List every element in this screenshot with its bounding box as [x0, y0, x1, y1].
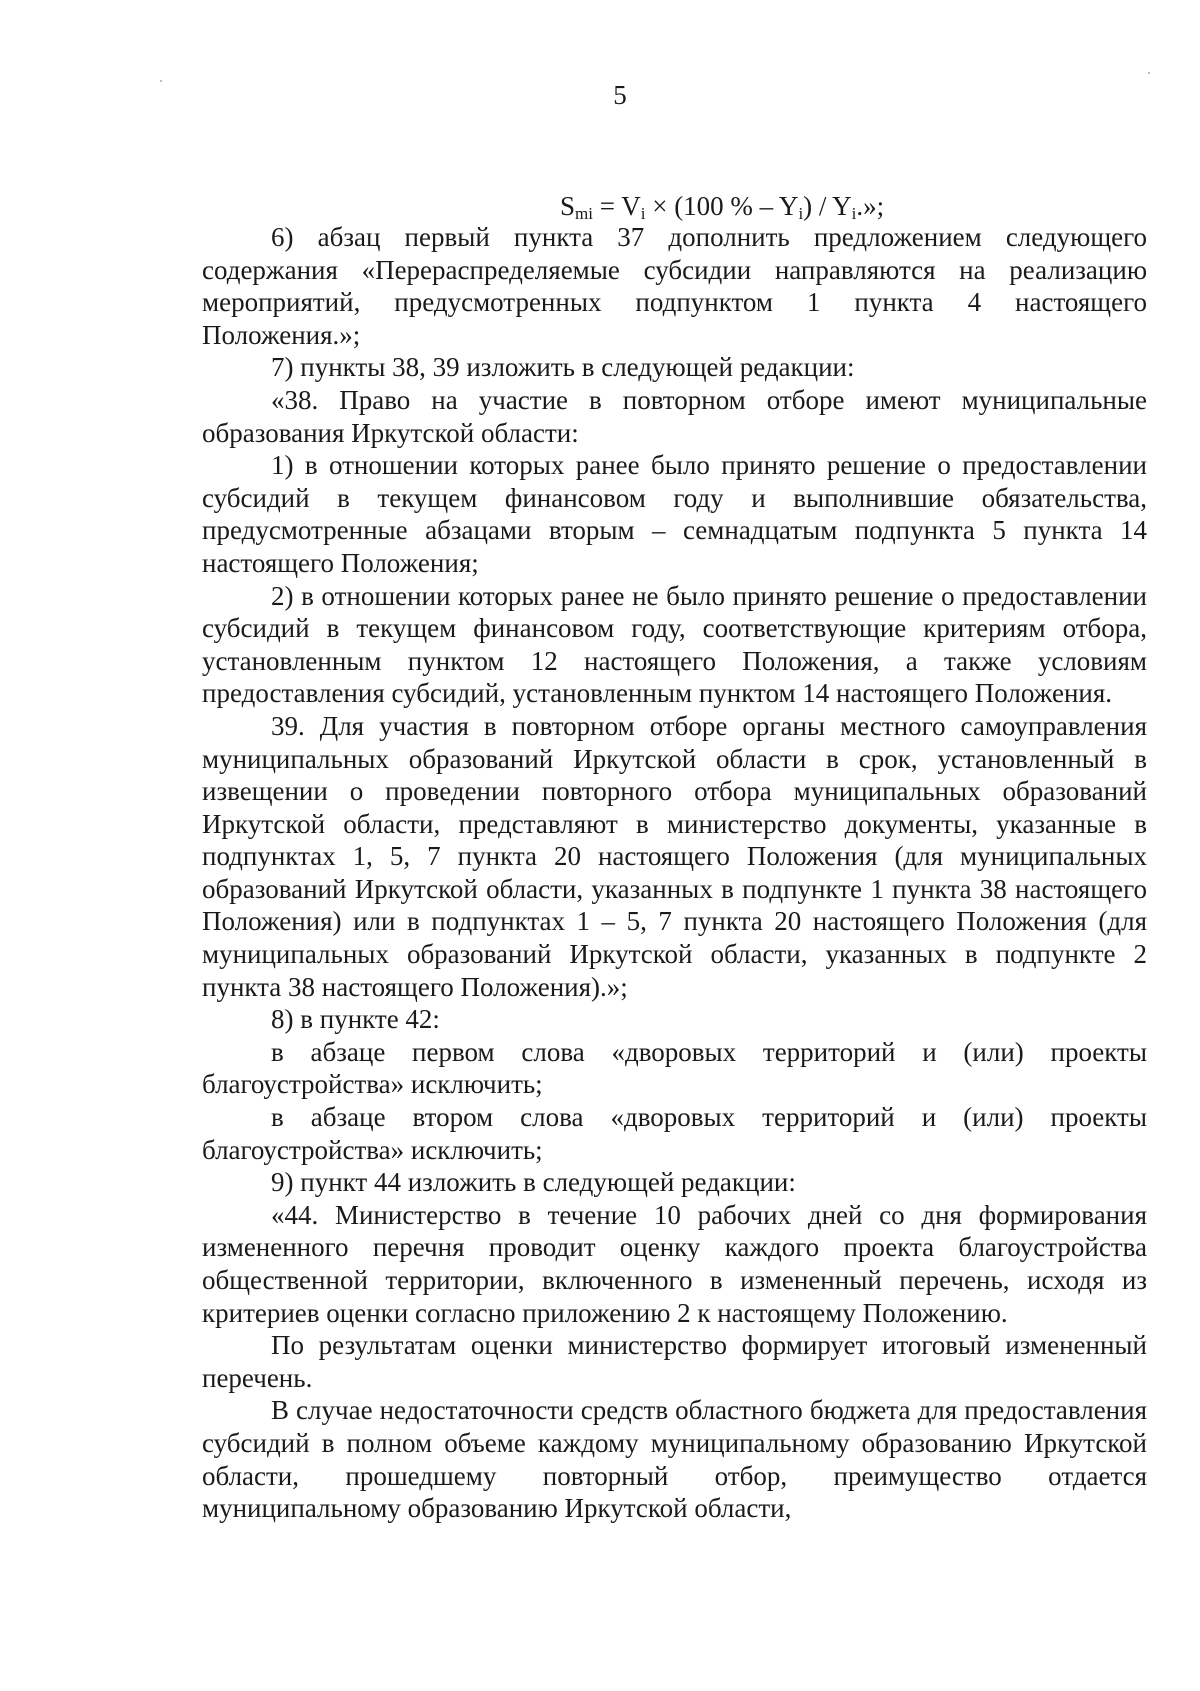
paragraph: 39. Для участия в повторном отборе органы местного самоуправления муниципальных образований Иркутской области в срок, установленный в извещении о проведении повторного отбора муниципальных образований Иркутской области, представляют в министерство документы, указанные в подпунктах 1, 5, 7 пункта 20 настоящего Положения (для муниципальных образований Иркутской области, указанных в подпункте 1 пункта 38 настоящего Положения) или в подпунктах 1 – 5, 7 пункта 20 настоящего Положения (для муниципальных образований Иркутской области, указанных в подпункте 2 пункта 38 настоящего Положения).»; — [202, 710, 1147, 1002]
paragraph: 7) пункты 38, 39 изложить в следующей редакции: — [271, 352, 855, 383]
paragraph: По результатам оценки министерство формирует итоговый измененный перечень. — [202, 1330, 1147, 1393]
formula-part: = V — [592, 191, 641, 221]
paragraph: в абзаце втором слова «дворовых территорий и (или) проекты благоустройства» исключить; — [202, 1102, 1147, 1165]
formula-part: .»; — [856, 191, 885, 221]
paragraph: в абзаце первом слова «дворовых территорий и (или) проекты благоустройства» исключить; — [202, 1036, 1147, 1100]
formula-subscript: i — [851, 204, 857, 223]
paragraph: 9) пункт 44 изложить в следующей редакции: — [271, 1167, 796, 1198]
paragraph: 2) в отношении которых ранее не было принято решение о предоставлении субсидий в текущем финансовом году, соответствующие критериям отбора, установленным пунктом 12 настоящего Положения, а также условиям предоставления субсидий, установленным пунктом 14 настоящего Положения. — [202, 580, 1147, 709]
paragraph: 6) абзац первый пункта 37 дополнить предложением следующего содержания «Перераспределяемые субсидии направляются на реализацию мероприятий, предусмотренных подпунктом 1 пункта 4 настоящего Положения.»; — [202, 222, 1147, 350]
formula-lhs-subscript: mi — [575, 204, 593, 223]
page-number: 5 — [613, 80, 627, 110]
document-body — [202, 221, 1147, 1525]
formula-subscript: i — [798, 204, 804, 223]
formula-part: × (100 % – Y — [645, 191, 799, 221]
paragraph: «44. Министерство в течение 10 рабочих дней со дня формирования измененного перечня проводит оценку каждого проекта благоустройства общественной территории, включенного в измененный перечень, исходя из критериев оценки согласно приложению 2 к настоящему Положению. — [202, 1199, 1147, 1328]
scan-speck — [1148, 72, 1150, 74]
formula-subscript: i — [640, 204, 646, 223]
paragraph: В случае недостаточности средств областного бюджета для предоставления субсидий в полном объеме каждому муниципальному образованию Иркутской области, прошедшему повторный отбор, преимущество отдается муниципальному образованию Иркутской области, — [202, 1395, 1147, 1524]
paragraph: 8) в пункте 42: — [271, 1004, 440, 1035]
formula — [560, 190, 884, 222]
paragraph: «38. Право на участие в повторном отборе имеют муниципальные образования Иркутской области: — [202, 384, 1147, 448]
paragraph: 1) в отношении которых ранее было принято решение о предоставлении субсидий в текущем финансовом году и выполнившие обязательства, предусмотренные абзацами вторым – семнадцатым подпункта 5 пункта 14 настоящего Положения; — [202, 450, 1147, 578]
formula-part: ) / Y — [803, 191, 852, 221]
formula-lhs: S — [560, 191, 576, 221]
